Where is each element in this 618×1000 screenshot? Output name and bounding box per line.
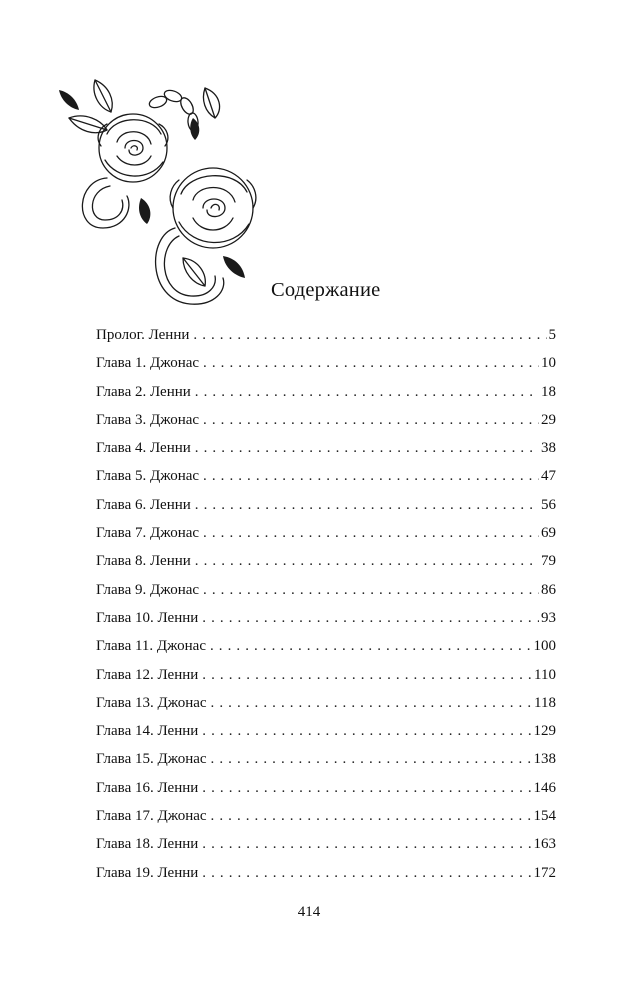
dot-leader — [203, 519, 539, 547]
toc-entry-page: 163 — [533, 836, 556, 853]
toc-entry-label: Глава 12. Ленни — [96, 666, 199, 683]
dot-leader — [202, 830, 531, 858]
dot-leader — [211, 745, 532, 773]
toc-entry-label: Глава 10. Ленни — [96, 609, 199, 626]
toc-entry-page: 47 — [541, 468, 556, 485]
toc-entry-page: 146 — [533, 779, 556, 796]
dot-leader — [195, 434, 539, 462]
toc-entry-page: 29 — [541, 411, 556, 428]
dot-leader — [203, 462, 539, 490]
toc-entry-label: Глава 13. Джонас — [96, 694, 207, 711]
toc-entry-label: Глава 4. Ленни — [96, 440, 191, 457]
toc-entry-page: 10 — [541, 355, 556, 372]
toc-entry-page: 69 — [541, 525, 556, 542]
toc-entry-page: 172 — [533, 864, 556, 881]
toc-entry — [96, 830, 556, 858]
toc-entry-page: 129 — [533, 723, 556, 740]
toc-entry-label: Глава 19. Ленни — [96, 864, 199, 881]
toc-entry-page: 110 — [534, 666, 556, 683]
toc-entry-label: Глава 14. Ленни — [96, 723, 199, 740]
toc-entry-label: Глава 6. Ленни — [96, 496, 191, 513]
toc-entry — [96, 491, 556, 519]
dot-leader — [203, 406, 539, 434]
table-of-contents — [96, 321, 556, 887]
toc-entry — [96, 802, 556, 830]
dot-leader — [202, 774, 531, 802]
toc-entry-page: 56 — [541, 496, 556, 513]
toc-entry-page: 118 — [534, 694, 556, 711]
page-number: 414 — [297, 904, 321, 920]
dot-leader — [202, 717, 531, 745]
toc-entry-label: Глава 16. Ленни — [96, 779, 199, 796]
toc-entry-page: 93 — [541, 609, 556, 626]
toc-entry-page: 79 — [541, 553, 556, 570]
toc-entry — [96, 717, 556, 745]
toc-entry — [96, 576, 556, 604]
dot-leader — [193, 321, 546, 349]
toc-entry — [96, 604, 556, 632]
roses-handcuffs-illustration — [55, 68, 280, 313]
toc-entry — [96, 321, 556, 349]
toc-entry-label: Глава 11. Джонас — [96, 638, 206, 655]
toc-entry — [96, 349, 556, 377]
toc-entry — [96, 462, 556, 490]
dot-leader — [202, 859, 531, 887]
toc-entry — [96, 519, 556, 547]
toc-entry-label: Глава 9. Джонас — [96, 581, 200, 598]
toc-entry — [96, 745, 556, 773]
toc-entry — [96, 378, 556, 406]
toc-entry — [96, 547, 556, 575]
toc-entry-page: 100 — [533, 638, 556, 655]
toc-entry-page: 5 — [548, 327, 556, 343]
dot-leader — [202, 604, 539, 632]
toc-title: Содержание — [271, 279, 381, 301]
toc-entry-page: 86 — [541, 581, 556, 598]
toc-entry-label: Глава 2. Ленни — [96, 383, 191, 400]
toc-entry-label: Глава 7. Джонас — [96, 525, 200, 542]
toc-entry-label: Глава 8. Ленни — [96, 553, 191, 570]
toc-entry-label: Глава 1. Джонас — [96, 355, 200, 372]
toc-entry-page: 138 — [533, 751, 556, 768]
dot-leader — [211, 802, 532, 830]
toc-entry-page: 18 — [541, 383, 556, 400]
dot-leader — [202, 661, 532, 689]
toc-entry-label: Глава 18. Ленни — [96, 836, 199, 853]
toc-entry-label: Глава 15. Джонас — [96, 751, 207, 768]
toc-entry — [96, 434, 556, 462]
toc-entry — [96, 661, 556, 689]
toc-entry-page: 154 — [533, 808, 556, 825]
toc-entry — [96, 774, 556, 802]
dot-leader — [203, 349, 539, 377]
toc-entry — [96, 689, 556, 717]
toc-entry-label: Пролог. Ленни — [96, 327, 190, 343]
dot-leader — [211, 689, 533, 717]
toc-entry — [96, 406, 556, 434]
dot-leader — [195, 378, 539, 406]
toc-entry — [96, 859, 556, 887]
toc-entry-label: Глава 17. Джонас — [96, 808, 207, 825]
toc-entry-page: 38 — [541, 440, 556, 457]
dot-leader — [203, 576, 539, 604]
toc-entry-label: Глава 5. Джонас — [96, 468, 200, 485]
dot-leader — [195, 547, 539, 575]
dot-leader — [210, 632, 532, 660]
toc-entry — [96, 632, 556, 660]
toc-entry-label: Глава 3. Джонас — [96, 411, 200, 428]
dot-leader — [195, 491, 539, 519]
